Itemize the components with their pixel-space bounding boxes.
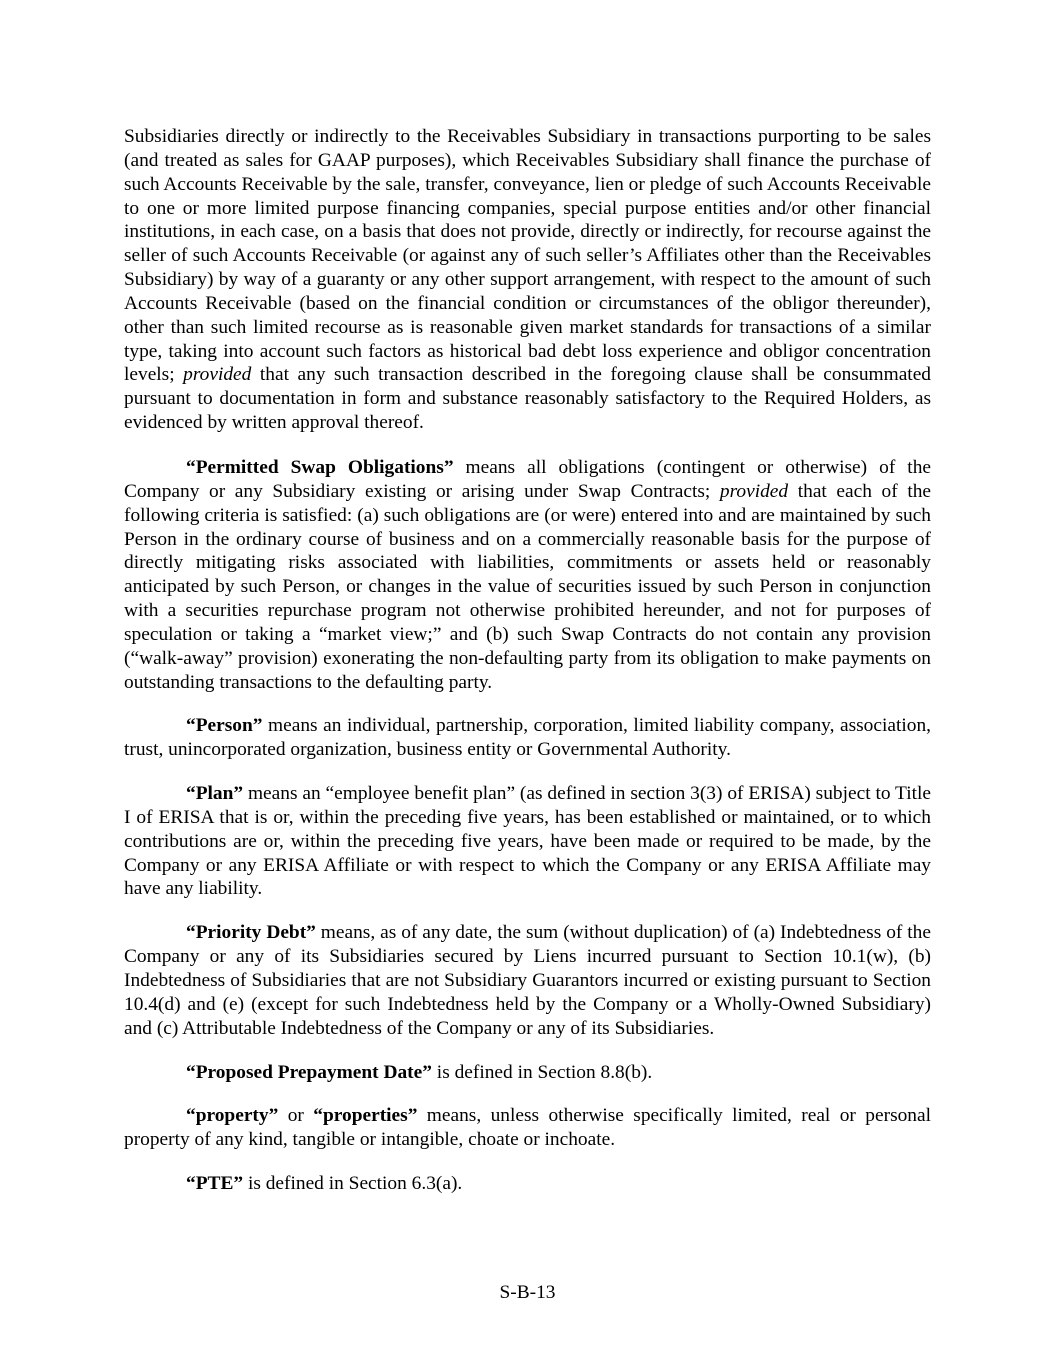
paragraph-text: Subsidiaries directly or indirectly to the Receivables Subsidiary in transactions purporting to be sales (and treated as sales for GAAP purposes), which Receivables Subsidiary shall finance the purchase of such Accounts Receivable by the sale, transfer, conveyance, lien or pledge of such Accounts Receivable to one or more limited purpose financing companies, special purpose entities and/or other financial institutions, in each case, on a basis that does not provide, directly or indirectly, for recourse against the seller of such Accounts Receivable (or against any of such seller’s Affiliates other than the Receivables Subsidiary) by way of a guaranty or any other support arrangement, with respect to the amount of such Accounts Receivable (based on the financial condition or circumstances of the obligor thereunder), other than such limited recourse as is reasonable given market standards for transactions of a similar type, taking into account such factors as historical bad debt loss experience and obligor concentration levels;	[124, 126, 931, 386]
definition-property	[124, 1104, 931, 1152]
definition-permitted-swap-obligations	[124, 456, 931, 694]
page-number: S-B-13	[499, 1282, 556, 1303]
paragraph-receivables-continuation	[124, 125, 931, 435]
defined-term: “property”	[186, 1105, 279, 1127]
defined-term: “Plan”	[186, 783, 244, 805]
defined-term: “Priority Debt”	[186, 922, 316, 944]
definition-priority-debt	[124, 921, 931, 1040]
defined-term: “properties”	[313, 1105, 418, 1127]
definition-text: or	[278, 1105, 314, 1127]
defined-term: “PTE”	[186, 1173, 244, 1195]
definition-plan	[124, 782, 931, 901]
definition-text: is defined in Section 6.3(a).	[243, 1173, 463, 1195]
definition-proposed-prepayment-date	[124, 1061, 931, 1085]
defined-term: “Permitted Swap Obligations”	[186, 456, 454, 478]
definition-text: means all obligations (contingent or otherwise) of the Company or any Subsidiary existing or arising under Swap Contracts;	[124, 456, 931, 502]
definition-person	[124, 714, 931, 762]
defined-term: “Person”	[186, 715, 263, 737]
definition-text: means, unless otherwise specifically limited, real or personal property of any kind, tangible or intangible, choate or inchoate.	[124, 1105, 931, 1151]
defined-term: “Proposed Prepayment Date”	[186, 1061, 432, 1083]
definition-text: is defined in Section 8.8(b).	[431, 1061, 653, 1083]
paragraph-text: that any such transaction described in the foregoing clause shall be consummated pursuant to documentation in form and substance reasonably satisfactory to the Required Holders, as evidenced by written approval thereof.	[124, 364, 931, 434]
document-body	[124, 125, 931, 1216]
definition-text: means, as of any date, the sum (without duplication) of (a) Indebtedness of the Company or any of its Subsidiaries secured by Liens incurred pursuant to Section 10.1(w), (b) Indebtedness of Subsidiaries that are not Subsidiary Guarantors incurred or existing pursuant to Section 10.4(d) and (e) (except for such Indebtedness held by the Company or a Wholly-Owned Subsidiary) and (c) Attributable Indebtedness of the Company or any of its Subsidiaries.	[124, 922, 931, 1039]
definition-pte	[124, 1172, 931, 1196]
definition-text: means an “employee benefit plan” (as defined in section 3(3) of ERISA) subject to Title I of ERISA that is or, within the preceding five years, has been established or maintained, or to which contributions are or, within the preceding five years, have been made or required to be made, by the Company or any ERISA Affiliate or with respect to which the Company or any ERISA Affiliate may have any liability.	[124, 783, 931, 900]
definition-text: means an individual, partnership, corporation, limited liability company, association, trust, unincorporated organization, business entity or Governmental Authority.	[124, 715, 931, 761]
emphasis-provided: provided	[183, 364, 252, 386]
emphasis-provided: provided	[719, 480, 789, 502]
definition-text: that each of the following criteria is satisfied: (a) such obligations are (or were) entered into and are maintained by such Person in the ordinary course of business and on a commercially reasonable basis for the purpose of directly mitigating risks associated with liabilities, commitments or assets held or reasonably anticipated by such Person, or changes in the value of securities issued by such Person in conjunction with a securities repurchase program not otherwise prohibited hereunder, and not for purposes of speculation or taking a “market view;” and (b) such Swap Contracts do not contain any provision (“walk-away” provision) exonerating the non-defaulting party from its obligation to make payments on outstanding transactions to the defaulting party.	[124, 480, 932, 693]
